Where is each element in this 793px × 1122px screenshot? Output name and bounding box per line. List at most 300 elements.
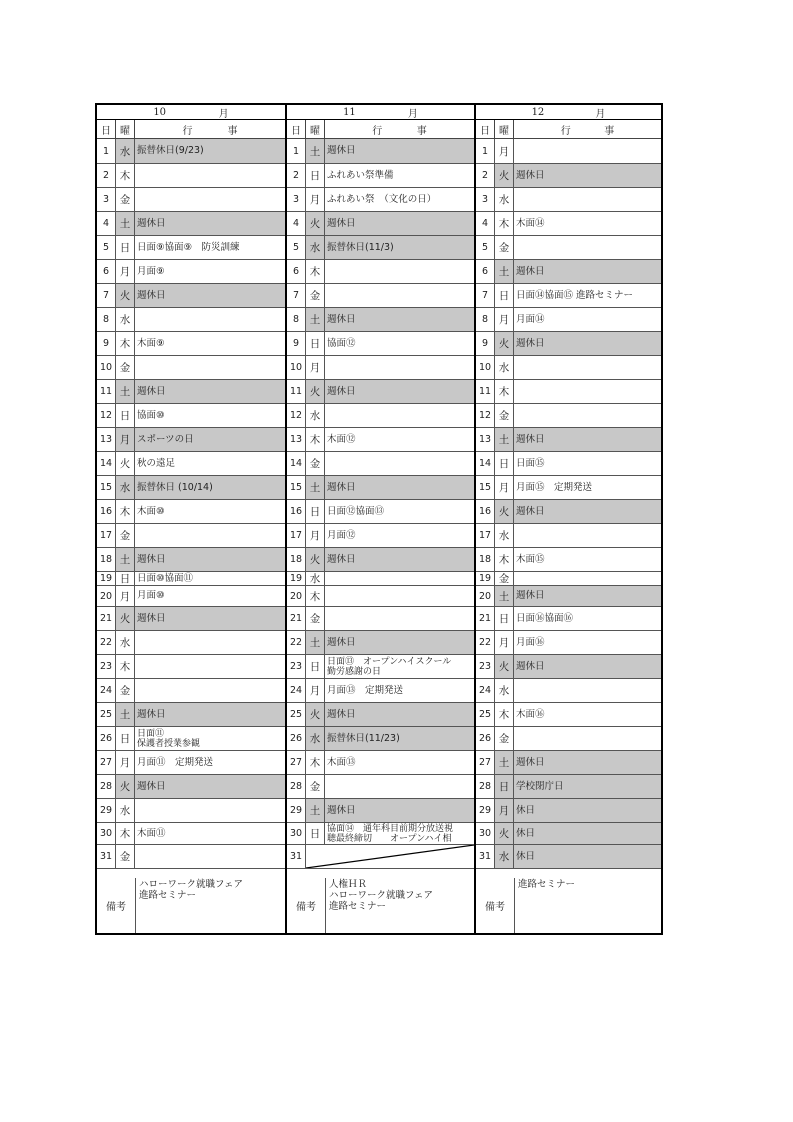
month-suffix: 月 — [595, 108, 606, 120]
event-text: 週休日 — [325, 476, 474, 499]
weekday: 月 — [306, 679, 325, 702]
event-text: 木面⑮ — [516, 553, 545, 565]
weekday: 木 — [116, 332, 135, 355]
weekday: 水 — [495, 356, 514, 379]
weekday: 月 — [306, 524, 325, 547]
day-header: 日 — [287, 120, 306, 138]
weekday: 土 — [116, 212, 135, 235]
day-row — [97, 476, 285, 500]
day-number: 18 — [476, 548, 495, 571]
event-text: 週休日 — [514, 586, 661, 606]
event-text: 月面⑮ 定期発送 — [516, 481, 593, 493]
day-row — [97, 679, 285, 703]
event-text: 木面⑭ — [516, 217, 545, 229]
event-text: 月面⑫ — [327, 529, 356, 541]
weekday: 水 — [116, 308, 135, 331]
month-number: 10 — [153, 106, 167, 118]
day-row — [287, 727, 474, 751]
day-number: 22 — [97, 631, 116, 654]
day-row — [287, 607, 474, 631]
day-number: 20 — [287, 586, 306, 606]
remarks-text: 人権ＨＲ ハローワーク就職フェア 進路セミナー — [329, 879, 434, 912]
day-number: 21 — [476, 607, 495, 630]
event-header-b: 事 — [227, 125, 238, 137]
weekday: 月 — [495, 799, 514, 822]
event-header — [514, 120, 661, 138]
weekday: 水 — [495, 188, 514, 211]
day-row — [476, 679, 661, 703]
weekday: 金 — [306, 284, 325, 307]
day-number: 19 — [287, 572, 306, 585]
weekday: 木 — [306, 586, 325, 606]
day-rows — [476, 139, 661, 878]
event-header-a: 行 — [372, 125, 383, 137]
event-text — [135, 356, 285, 379]
event-text: ふれあい祭準備 — [327, 169, 394, 181]
weekday: 月 — [306, 356, 325, 379]
weekday: 月 — [495, 476, 514, 499]
day-number: 27 — [287, 751, 306, 774]
event-text: 日面⑯協面⑯ — [516, 612, 574, 624]
day-row — [287, 284, 474, 308]
day-row — [287, 500, 474, 524]
event-text: 週休日 — [514, 164, 661, 187]
day-row — [287, 548, 474, 572]
event-text: 振替休日(11/23) — [325, 727, 474, 750]
weekday: 火 — [116, 284, 135, 307]
weekday: 土 — [306, 476, 325, 499]
weekday: 火 — [306, 548, 325, 571]
event-header-b: 事 — [416, 125, 427, 137]
day-row — [287, 799, 474, 823]
weekday: 水 — [495, 679, 514, 702]
weekday: 日 — [495, 284, 514, 307]
event-text: 休日 — [514, 823, 661, 844]
event-text: 振替休日(9/23) — [135, 139, 285, 163]
day-row — [476, 452, 661, 476]
day-row — [97, 607, 285, 631]
day-row — [476, 188, 661, 212]
day-number: 9 — [476, 332, 495, 355]
day-row — [476, 727, 661, 751]
weekday: 金 — [495, 404, 514, 427]
event-text: ふれあい祭 （文化の日） — [327, 193, 437, 205]
day-row — [287, 679, 474, 703]
month-header — [97, 105, 285, 120]
event-text: 振替休日(11/3) — [325, 236, 474, 259]
weekday: 月 — [116, 751, 135, 774]
weekday: 土 — [306, 139, 325, 163]
remarks-label: 備考 — [287, 878, 326, 933]
weekday: 金 — [116, 356, 135, 379]
weekday: 火 — [116, 452, 135, 475]
day-row — [476, 775, 661, 799]
day-number: 4 — [287, 212, 306, 235]
day-row — [97, 703, 285, 727]
weekday: 月 — [495, 631, 514, 654]
event-text: 週休日 — [514, 428, 661, 451]
day-row — [97, 845, 285, 869]
event-text: 木面⑩ — [137, 505, 165, 517]
event-text: 休日 — [514, 845, 661, 868]
day-row — [287, 751, 474, 775]
weekday: 月 — [495, 139, 514, 163]
day-number: 25 — [476, 703, 495, 726]
weekday: 火 — [495, 164, 514, 187]
day-number: 22 — [476, 631, 495, 654]
day-row — [476, 607, 661, 631]
month-number: 11 — [343, 106, 356, 118]
day-row — [476, 356, 661, 380]
day-number: 16 — [97, 500, 116, 523]
day-number: 13 — [287, 428, 306, 451]
month-column-12 — [476, 105, 661, 933]
day-row — [287, 404, 474, 428]
day-number: 1 — [287, 139, 306, 163]
event-text — [325, 356, 474, 379]
event-text: 休日 — [514, 799, 661, 822]
day-number: 6 — [476, 260, 495, 283]
weekday: 土 — [116, 380, 135, 403]
event-text: 木面⑨ — [137, 337, 165, 349]
weekday: 火 — [495, 332, 514, 355]
weekday: 水 — [116, 799, 135, 822]
weekday: 火 — [495, 823, 514, 844]
day-row — [97, 164, 285, 188]
event-text — [135, 799, 285, 822]
column-header-row — [97, 120, 285, 139]
day-number: 19 — [476, 572, 495, 585]
day-row — [287, 572, 474, 586]
day-number: 23 — [476, 655, 495, 678]
event-text — [325, 586, 474, 606]
event-header-a: 行 — [560, 125, 571, 137]
event-text: 週休日 — [514, 260, 661, 283]
event-text: 月面⑬ 定期発送 — [327, 684, 404, 696]
day-number: 7 — [287, 284, 306, 307]
day-number: 20 — [97, 586, 116, 606]
event-text: 日面⑩協面⑪ — [137, 572, 194, 584]
event-text — [514, 188, 661, 211]
day-number: 9 — [287, 332, 306, 355]
day-row — [97, 500, 285, 524]
weekday: 木 — [116, 500, 135, 523]
weekday: 火 — [306, 703, 325, 726]
day-row — [287, 845, 474, 869]
event-text — [135, 188, 285, 211]
day-row — [97, 631, 285, 655]
day-number: 30 — [97, 823, 116, 844]
remarks-label: 備考 — [97, 878, 136, 933]
weekday: 土 — [306, 631, 325, 654]
day-row — [287, 139, 474, 164]
event-text: 振替休日 (10/14) — [135, 476, 285, 499]
event-text — [135, 631, 285, 654]
event-text: 週休日 — [325, 380, 474, 403]
weekday: 金 — [495, 727, 514, 750]
event-text: 日面⑬ オープンハイスクール 勤労感謝の日 — [327, 656, 452, 677]
weekday: 水 — [306, 572, 325, 585]
event-text: 週休日 — [514, 332, 661, 355]
day-number: 29 — [287, 799, 306, 822]
weekday: 木 — [306, 260, 325, 283]
event-text: 週休日 — [514, 751, 661, 774]
day-number: 8 — [97, 308, 116, 331]
event-text: 木面⑪ — [137, 827, 166, 839]
day-row — [97, 139, 285, 164]
event-text: 日面⑮ — [516, 457, 545, 469]
day-row — [97, 727, 285, 751]
weekday: 日 — [495, 452, 514, 475]
weekday: 火 — [495, 500, 514, 523]
event-text — [514, 404, 661, 427]
event-text: 週休日 — [135, 380, 285, 403]
day-number: 1 — [97, 139, 116, 163]
weekday: 金 — [306, 452, 325, 475]
event-text — [325, 452, 474, 475]
event-text: 週休日 — [135, 703, 285, 726]
day-row — [287, 775, 474, 799]
weekday: 土 — [306, 799, 325, 822]
weekday: 水 — [306, 727, 325, 750]
event-text — [514, 572, 661, 585]
day-number: 28 — [97, 775, 116, 798]
day-row — [97, 775, 285, 799]
remarks-row — [97, 878, 285, 933]
day-number: 17 — [476, 524, 495, 547]
day-row — [287, 586, 474, 607]
day-row — [476, 380, 661, 404]
day-row — [287, 823, 474, 845]
day-row — [97, 188, 285, 212]
event-text: 日面⑪ 保護者授業参観 — [137, 728, 201, 749]
day-number: 11 — [97, 380, 116, 403]
day-number: 4 — [97, 212, 116, 235]
weekday: 日 — [306, 332, 325, 355]
day-row — [476, 428, 661, 452]
day-number: 5 — [287, 236, 306, 259]
day-row — [476, 703, 661, 727]
weekday: 木 — [495, 703, 514, 726]
day-rows — [287, 139, 474, 878]
day-number: 29 — [97, 799, 116, 822]
event-text: 週休日 — [135, 548, 285, 571]
day-row — [97, 586, 285, 607]
day-row — [476, 332, 661, 356]
day-row — [287, 164, 474, 188]
day-row — [97, 308, 285, 332]
event-text: 週休日 — [325, 799, 474, 822]
day-number: 25 — [97, 703, 116, 726]
event-header-a: 行 — [182, 125, 193, 137]
day-number: 16 — [287, 500, 306, 523]
day-number: 31 — [287, 845, 306, 868]
weekday-header: 曜 — [495, 120, 514, 138]
weekday: 土 — [495, 751, 514, 774]
day-row — [287, 332, 474, 356]
day-row — [287, 380, 474, 404]
day-number: 2 — [97, 164, 116, 187]
day-row — [97, 452, 285, 476]
day-row — [476, 404, 661, 428]
event-text — [325, 260, 474, 283]
day-number: 4 — [476, 212, 495, 235]
day-row — [287, 428, 474, 452]
weekday: 木 — [116, 655, 135, 678]
month-header — [476, 105, 661, 120]
day-row — [287, 188, 474, 212]
day-row — [97, 655, 285, 679]
weekday: 日 — [306, 655, 325, 678]
day-number: 1 — [476, 139, 495, 163]
day-number: 26 — [476, 727, 495, 750]
event-text: 週休日 — [514, 655, 661, 678]
event-text — [135, 308, 285, 331]
day-row — [287, 524, 474, 548]
day-row — [97, 284, 285, 308]
day-number: 8 — [287, 308, 306, 331]
day-number: 11 — [476, 380, 495, 403]
day-row — [97, 751, 285, 775]
weekday: 月 — [116, 260, 135, 283]
event-text — [325, 572, 474, 585]
day-row — [97, 823, 285, 845]
weekday: 土 — [116, 703, 135, 726]
day-number: 24 — [287, 679, 306, 702]
day-number: 5 — [97, 236, 116, 259]
day-number: 17 — [97, 524, 116, 547]
day-number: 26 — [97, 727, 116, 750]
remarks-text: ハローワーク就職フェア 進路セミナー — [139, 879, 244, 901]
remarks-text: 進路セミナー — [518, 879, 576, 890]
day-number: 16 — [476, 500, 495, 523]
weekday: 水 — [116, 476, 135, 499]
day-number: 14 — [97, 452, 116, 475]
day-number: 20 — [476, 586, 495, 606]
remarks-row — [476, 878, 661, 933]
month-suffix: 月 — [218, 108, 229, 120]
day-row — [97, 548, 285, 572]
weekday: 日 — [116, 572, 135, 585]
day-number: 6 — [97, 260, 116, 283]
weekday: 木 — [495, 380, 514, 403]
day-row — [97, 380, 285, 404]
day-number: 12 — [476, 404, 495, 427]
remarks-label: 備考 — [476, 878, 515, 933]
weekday: 土 — [306, 308, 325, 331]
event-text: 週休日 — [325, 703, 474, 726]
day-number: 10 — [287, 356, 306, 379]
day-row — [476, 823, 661, 845]
weekday: 木 — [495, 212, 514, 235]
event-text — [325, 775, 474, 798]
weekday: 木 — [306, 428, 325, 451]
weekday: 日 — [306, 164, 325, 187]
event-text — [135, 845, 285, 868]
month-column-11 — [287, 105, 476, 933]
day-row — [97, 524, 285, 548]
day-row — [476, 631, 661, 655]
weekday: 土 — [495, 586, 514, 606]
day-row — [476, 845, 661, 869]
weekday: 月 — [116, 586, 135, 606]
event-text — [514, 356, 661, 379]
weekday: 火 — [495, 655, 514, 678]
day-number: 2 — [287, 164, 306, 187]
day-number: 13 — [97, 428, 116, 451]
day-number: 27 — [476, 751, 495, 774]
weekday: 火 — [116, 607, 135, 630]
event-text: 週休日 — [514, 500, 661, 523]
event-text — [325, 404, 474, 427]
day-number: 9 — [97, 332, 116, 355]
day-number: 3 — [476, 188, 495, 211]
weekday: 火 — [306, 380, 325, 403]
day-row — [476, 524, 661, 548]
event-text: 協面⑫ — [327, 337, 356, 349]
event-text: 協面⑭ 通年科目前期分放送視 聴最終締切 オープンハイ相 — [327, 823, 454, 844]
day-number: 28 — [476, 775, 495, 798]
weekday: 木 — [495, 548, 514, 571]
month-suffix: 月 — [407, 108, 418, 120]
weekday: 月 — [116, 428, 135, 451]
event-text — [135, 164, 285, 187]
day-row — [476, 548, 661, 572]
day-number: 29 — [476, 799, 495, 822]
event-text: スポーツの日 — [135, 428, 285, 451]
day-header: 日 — [97, 120, 116, 138]
day-number: 10 — [97, 356, 116, 379]
day-number: 15 — [476, 476, 495, 499]
day-number: 3 — [97, 188, 116, 211]
weekday: 月 — [495, 308, 514, 331]
event-text: 協面⑩ — [137, 409, 165, 421]
day-number: 30 — [476, 823, 495, 844]
column-header-row — [287, 120, 474, 139]
day-number: 25 — [287, 703, 306, 726]
weekday: 木 — [116, 823, 135, 844]
remarks-row — [287, 878, 474, 933]
weekday: 水 — [116, 139, 135, 163]
day-number: 17 — [287, 524, 306, 547]
event-text: 月面⑩ — [137, 590, 165, 601]
day-row — [476, 236, 661, 260]
day-row — [476, 572, 661, 586]
event-header — [135, 120, 285, 138]
weekday: 土 — [495, 428, 514, 451]
event-text: 週休日 — [325, 631, 474, 654]
weekday-header: 曜 — [116, 120, 135, 138]
day-row — [97, 260, 285, 284]
event-text: 日面⑫協面⑬ — [327, 505, 385, 517]
event-text: 秋の遠足 — [137, 457, 176, 469]
event-text — [514, 727, 661, 750]
weekday: 水 — [116, 631, 135, 654]
day-row — [476, 655, 661, 679]
weekday: 日 — [306, 823, 325, 844]
event-text — [135, 655, 285, 678]
day-number: 22 — [287, 631, 306, 654]
day-number: 13 — [476, 428, 495, 451]
day-number: 21 — [97, 607, 116, 630]
weekday: 金 — [116, 524, 135, 547]
event-text: 週休日 — [135, 775, 285, 798]
event-text: 週休日 — [325, 308, 474, 331]
event-text — [325, 607, 474, 630]
day-number: 18 — [287, 548, 306, 571]
weekday: 金 — [495, 236, 514, 259]
day-row — [97, 799, 285, 823]
